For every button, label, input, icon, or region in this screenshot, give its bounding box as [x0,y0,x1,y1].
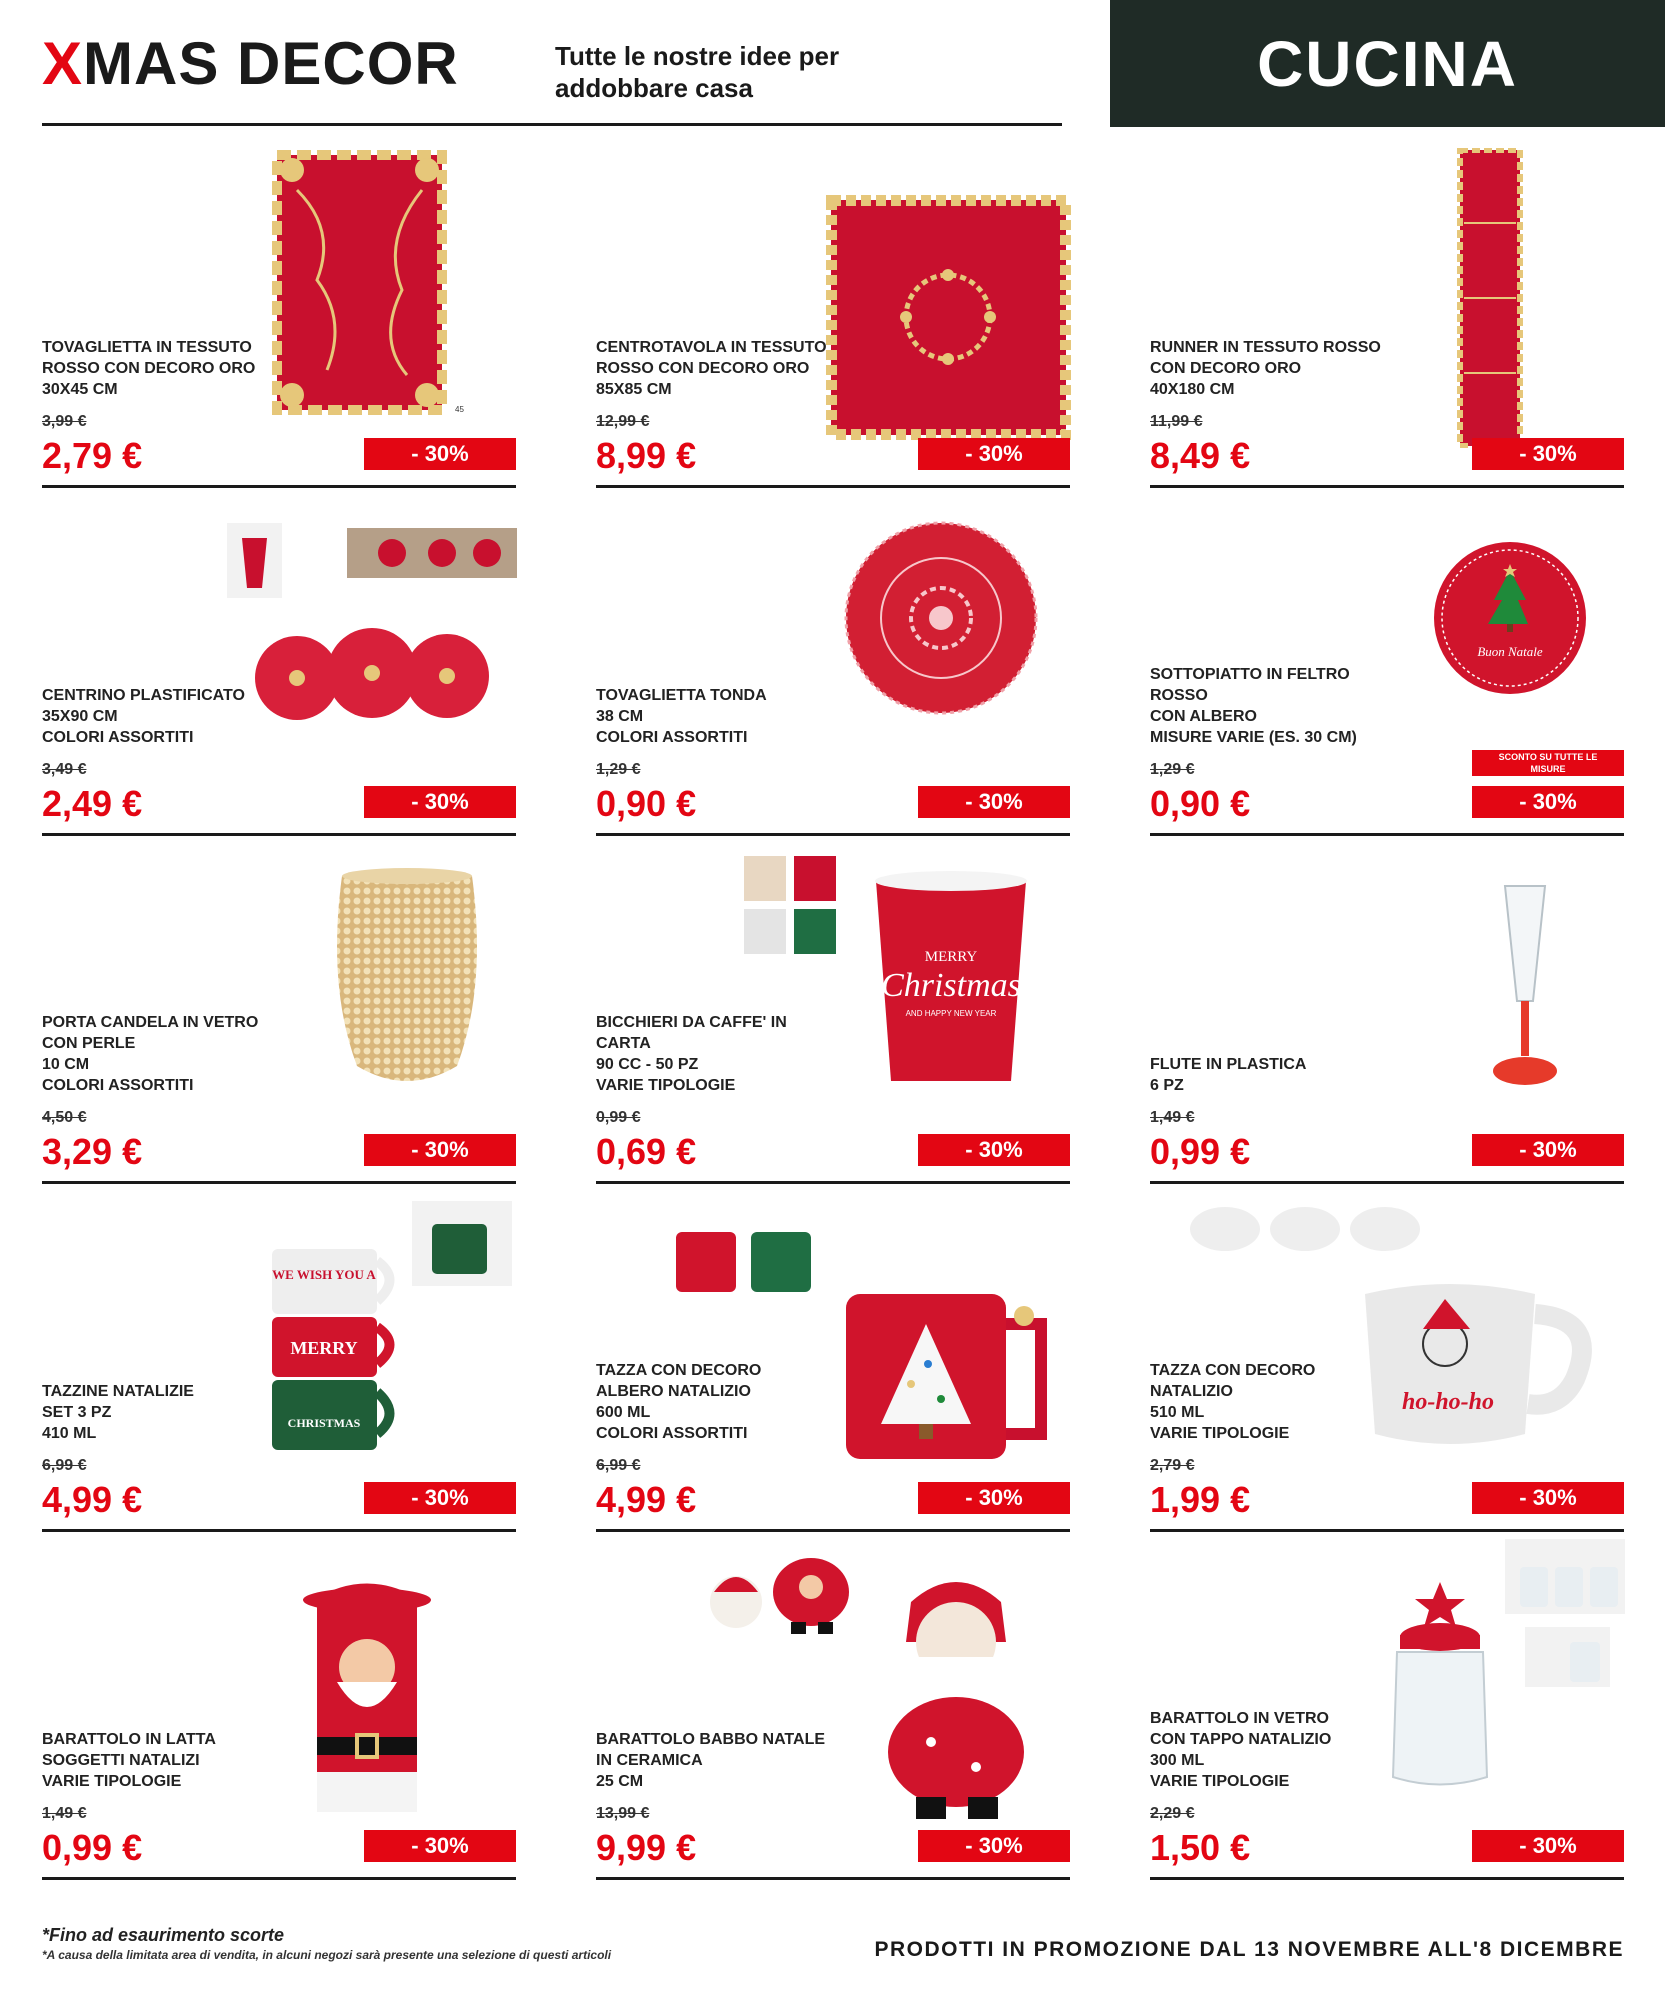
desc-line: VARIE TIPOLOGIE [1150,1425,1290,1442]
old-price: 12,99 € [596,413,650,430]
centerpiece-red-gold-icon [826,195,1071,440]
desc-line: 40X180 CM [1150,381,1235,398]
product-description [42,1381,282,1444]
felt-charger-tree-icon [1430,538,1590,698]
promo-period: PRODOTTI IN PROMOZIONE DAL 13 NOVEMBRE ALL'8 DICEMBRE [874,1938,1624,1961]
desc-line: VARIE TIPOLOGIE [596,1077,736,1094]
sale-price: 9,99 € [596,1827,697,1868]
santa-tin-image [297,1572,437,1822]
cup-text-1: MERRY [924,949,978,965]
size-discount-note [1472,750,1624,776]
product-description [42,685,282,748]
desc-line: FLUTE IN PLASTICA [1150,1056,1307,1073]
old-price: 13,99 € [596,1805,650,1822]
desc-line: COLORI ASSORTITI [596,1425,748,1442]
old-price: 6,99 € [596,1457,641,1474]
desc-line: VARIE TIPOLOGIE [42,1773,182,1790]
desc-line: BARATTOLO BABBO NATALE [596,1731,826,1748]
desc-line: COLORI ASSORTITI [42,1077,194,1094]
glass-jar-image [1375,1537,1630,1797]
desc-line: CON ALBERO [1150,708,1257,725]
desc-line: BARATTOLO IN LATTA [42,1731,216,1748]
card-divider [1150,1877,1624,1880]
desc-line: 300 ML [1150,1752,1205,1769]
old-price: 3,49 € [42,761,87,778]
product-grid [42,140,1624,1910]
old-price: 1,49 € [42,1805,87,1822]
product-card[interactable] [1150,140,1624,488]
product-description [1150,337,1390,400]
sale-price: 4,99 € [596,1479,697,1520]
desc-line: 10 CM [42,1056,90,1073]
sale-price: 0,69 € [596,1131,697,1172]
art-code: 45 [455,405,464,414]
brand-rest: MAS DECOR [83,30,459,97]
desc-line: ROSSO CON DECORO ORO [596,360,810,377]
sale-price: 4,99 € [42,1479,143,1520]
product-card[interactable] [596,836,1070,1184]
product-description [596,1729,836,1792]
desc-line: ALBERO NATALIZIO [596,1383,751,1400]
old-price: 3,99 € [42,413,87,430]
product-card[interactable] [42,488,516,836]
product-card[interactable] [596,140,1070,488]
desc-line: CENTROTAVOLA IN TESSUTO [596,339,827,356]
round-placemat-icon [841,518,1041,718]
old-price: 2,79 € [1150,1457,1195,1474]
sale-price: 2,79 € [42,435,143,476]
desc-line: SOTTOPIATTO IN FELTRO ROSSO [1150,666,1350,704]
placemat-image [257,150,517,420]
discount-badge: - 30% [364,1134,516,1166]
glass-jar-star-lid-icon [1375,1537,1630,1797]
desc-line: TAZZINE NATALIZIE [42,1383,194,1400]
discount-badge: - 30% [918,1482,1070,1514]
sale-price: 0,99 € [42,1827,143,1868]
section-title: CUCINA [1257,27,1518,100]
centerpiece-image [826,195,1071,440]
desc-line: PORTA CANDELA IN VETRO [42,1014,259,1031]
product-description [596,685,836,748]
product-card[interactable] [1150,1532,1624,1880]
stock-note: *Fino ad esaurimento scorte [42,1925,285,1945]
desc-line: SOGGETTI NATALIZI [42,1752,200,1769]
runner-image [1450,148,1530,448]
card-divider [42,1877,516,1880]
discount-badge: - 30% [364,786,516,818]
product-description [596,1012,836,1096]
plastic-flute-icon [1485,881,1565,1091]
mug-text-1: WE WISH YOU A [272,1267,376,1282]
desc-line: BICCHIERI DA CAFFE' IN CARTA [596,1014,787,1052]
discount-badge: - 30% [364,1482,516,1514]
desc-line: CON DECORO ORO [1150,360,1302,377]
product-card[interactable] [596,1532,1070,1880]
product-card[interactable] [42,1532,516,1880]
sale-price: 1,50 € [1150,1827,1251,1868]
old-price: 1,49 € [1150,1109,1195,1126]
store-selection-note: *A causa della limitata area di vendita, in alcuni negozi sarà presente una selezione di questi articoli [42,1948,612,1962]
old-price: 2,29 € [1150,1805,1195,1822]
product-card[interactable] [1150,488,1624,836]
plate-text: Buon Natale [1477,644,1543,659]
discount-badge: - 30% [918,1830,1070,1862]
desc-line: 90 CC - 50 PZ [596,1056,699,1073]
sale-price: 8,49 € [1150,435,1251,476]
desc-line: RUNNER IN TESSUTO ROSSO [1150,339,1381,356]
discount-badge: - 30% [918,786,1070,818]
product-description [42,1012,282,1096]
section-banner [1110,0,1665,127]
desc-line: CON PERLE [42,1035,136,1052]
desc-line: TOVAGLIETTA TONDA [596,687,767,704]
product-card[interactable] [596,1184,1070,1532]
desc-line: 410 ML [42,1425,97,1442]
desc-line: IN CERAMICA [596,1752,703,1769]
discount-badge: - 30% [364,438,516,470]
discount-badge: - 30% [1472,1830,1624,1862]
product-card[interactable] [42,836,516,1184]
discount-badge: - 30% [918,1134,1070,1166]
desc-line: CENTRINO PLASTIFICATO [42,687,245,704]
desc-line: BARATTOLO IN VETRO [1150,1710,1329,1727]
product-card[interactable] [596,488,1070,836]
desc-line: 600 ML [596,1404,651,1421]
brand-title [42,30,459,97]
desc-line: 25 CM [596,1773,644,1790]
desc-line: 510 ML [1150,1404,1205,1421]
product-card[interactable] [1150,1184,1624,1532]
discount-badge: - 30% [1472,786,1624,818]
product-description [1150,1054,1390,1096]
desc-line: TAZZA CON DECORO [596,1362,762,1379]
discount-badge: - 30% [1472,1134,1624,1166]
sale-price: 0,90 € [1150,783,1251,824]
tagline-line-2: addobbare casa [555,73,753,103]
note-text: SCONTO SU TUTTE LE MISURE [1498,752,1598,774]
product-description [42,337,282,400]
santa-tin-icon [297,1572,437,1822]
desc-line: COLORI ASSORTITI [596,729,748,746]
old-price: 1,29 € [596,761,641,778]
desc-line: MISURE VARIE (ES. 30 CM) [1150,729,1357,746]
sale-price: 2,49 € [42,783,143,824]
mug-text-2: MERRY [290,1338,358,1358]
tagline [555,40,875,104]
discount-badge: - 30% [1472,1482,1624,1514]
old-price: 4,50 € [42,1109,87,1126]
product-card[interactable] [42,1184,516,1532]
desc-line: 38 CM [596,708,644,725]
old-price: 6,99 € [42,1457,87,1474]
brand-x: X [42,30,84,97]
header-divider [42,123,1062,126]
discount-badge: - 30% [1472,438,1624,470]
runner-red-gold-icon [1450,148,1530,448]
mug-text: ho-ho-ho [1401,1389,1495,1415]
product-description [596,1360,836,1444]
desc-line: TAZZA CON DECORO NATALIZIO [1150,1362,1316,1400]
candle-holder-image [322,866,492,1096]
desc-line: VARIE TIPOLOGIE [1150,1773,1290,1790]
round-placemat-image [841,518,1041,718]
product-card[interactable] [42,140,516,488]
sale-price: 0,90 € [596,783,697,824]
tagline-line-1: Tutte le nostre idee per [555,41,840,71]
desc-line: COLORI ASSORTITI [42,729,194,746]
flute-image [1485,881,1565,1091]
desc-line: 85X85 CM [596,381,672,398]
product-description [1150,664,1390,748]
product-description [596,337,836,400]
product-card[interactable] [1150,836,1624,1184]
cup-text-3: AND HAPPY NEW YEAR [905,1009,997,1018]
desc-line: SET 3 PZ [42,1404,112,1421]
old-price: 1,29 € [1150,761,1195,778]
cup-text-2: Christmas [881,967,1021,1004]
discount-badge: - 30% [918,438,1070,470]
sale-price: 1,99 € [1150,1479,1251,1520]
sale-price: 8,99 € [596,435,697,476]
desc-line: ROSSO CON DECORO ORO [42,360,256,377]
desc-line: CON TAPPO NATALIZIO [1150,1731,1332,1748]
old-price: 0,99 € [596,1109,641,1126]
product-description [1150,1708,1390,1792]
product-description [1150,1360,1390,1444]
placemat-red-gold-icon [257,150,517,420]
sale-price: 0,99 € [1150,1131,1251,1172]
desc-line: TOVAGLIETTA IN TESSUTO [42,339,252,356]
felt-charger-image [1430,538,1590,698]
beaded-candle-holder-icon [322,866,492,1096]
desc-line: 6 PZ [1150,1077,1184,1094]
old-price: 11,99 € [1150,413,1203,430]
discount-badge: - 30% [364,1830,516,1862]
sale-price: 3,29 € [42,1131,143,1172]
desc-line: 35X90 CM [42,708,118,725]
mug-text-3: CHRISTMAS [287,1416,361,1430]
desc-line: 30X45 CM [42,381,118,398]
card-divider [596,1877,1070,1880]
product-description [42,1729,282,1792]
